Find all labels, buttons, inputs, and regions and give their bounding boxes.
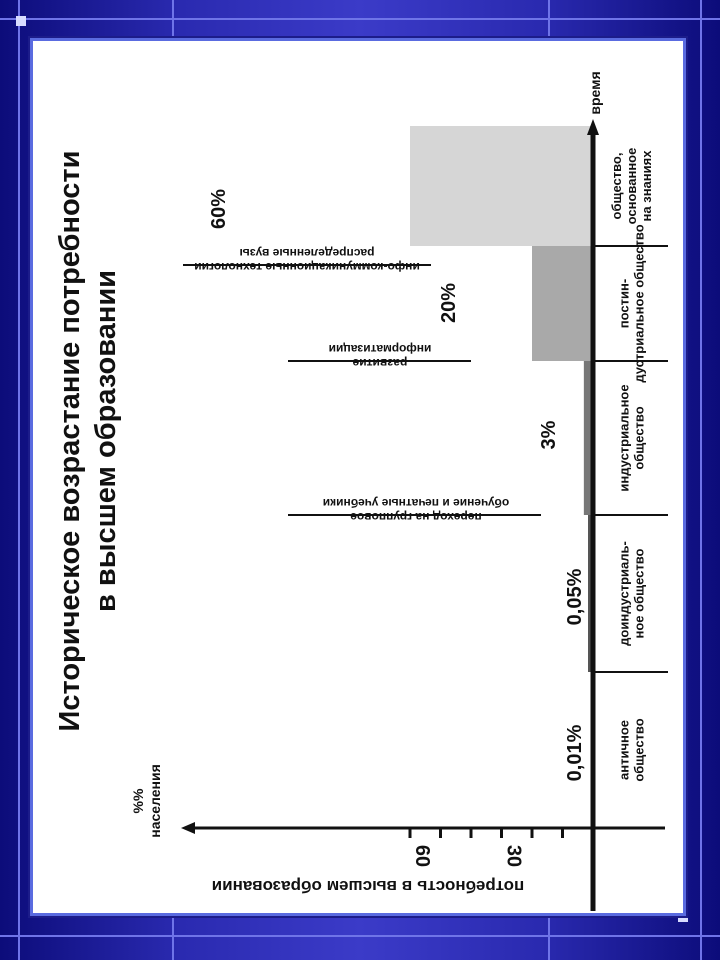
- category-label-1-line-2: общество: [631, 718, 647, 782]
- value-axis-unit-line-2: населения: [147, 764, 163, 838]
- frame-line-right: [700, 0, 702, 960]
- value-label-1: 0,01%: [564, 724, 586, 782]
- value-label-group-3: [538, 420, 560, 449]
- frame-line-left: [18, 0, 20, 960]
- time-axis-label: время: [587, 71, 603, 115]
- chart: [33, 41, 683, 913]
- annotation-text-1: [323, 496, 509, 524]
- chart-title-line2: в высшем образовании: [90, 269, 122, 613]
- value-label-group-1: [564, 724, 586, 781]
- annotation-1-line-2: обучение и печатные учебники: [322, 496, 510, 510]
- category-label-4: [617, 224, 647, 382]
- value-tick-label-30: 30: [502, 844, 525, 868]
- category-label-5-line-2: основанное: [624, 147, 639, 225]
- annotation-1-line-1: переход на групповое: [350, 510, 482, 524]
- chart-title-line1: Историческое возрастание потребности: [54, 150, 86, 732]
- category-label-2-line-1: доиндустриаль-: [616, 541, 632, 646]
- frame-line-top: [0, 18, 720, 20]
- value-axis-label: потребность в высшем образовании: [211, 877, 525, 896]
- annotation-text-3: [194, 246, 420, 274]
- value-label-3: 3%: [538, 420, 560, 450]
- slide-panel: [30, 38, 686, 916]
- annotation-text-2: [329, 342, 432, 370]
- title-group: [54, 151, 122, 732]
- value-axis-arrowhead: [181, 822, 195, 834]
- annotation-3-line-2: распределенные вузы: [239, 246, 375, 260]
- value-axis-label-group: [212, 877, 525, 896]
- category-label-2: [617, 541, 647, 646]
- value-label-group-5: [208, 189, 230, 229]
- category-label-1-line-1: античное: [616, 719, 632, 781]
- value-label-4: 20%: [438, 282, 460, 324]
- value-label-2: 0,05%: [564, 568, 586, 626]
- value-tick-label-group-60: [411, 845, 433, 867]
- annotation-2-line-2: информатизации: [328, 342, 432, 356]
- frame-line-v4: [548, 916, 550, 960]
- value-axis-unit-group: [130, 764, 163, 838]
- category-label-4-line-2: дустриальное общество: [631, 224, 647, 383]
- bar-4: [532, 246, 593, 361]
- value-tick-label-60: 60: [411, 844, 433, 868]
- category-label-5-line-1: общество,: [609, 152, 624, 220]
- category-label-3: [617, 384, 647, 491]
- value-tick-label-group-30: [503, 845, 525, 867]
- value-label-5: 60%: [208, 188, 230, 230]
- category-label-3-line-1: индустриальное: [616, 384, 632, 492]
- frame-corner-top-left: [16, 16, 26, 26]
- bar-5: [410, 126, 593, 246]
- category-label-4-line-1: постин-: [616, 278, 632, 329]
- annotation-3-line-1: инфо-коммуникационные технологии: [194, 260, 420, 274]
- category-label-5-line-3: на знаниях: [639, 150, 654, 222]
- category-label-5: [609, 148, 654, 225]
- frame-line-v1: [172, 0, 174, 38]
- category-label-2-line-2: ное общество: [631, 548, 647, 639]
- frame-line-bottom: [0, 935, 720, 937]
- time-axis-label-group: [587, 71, 603, 114]
- category-label-3-line-2: общество: [631, 406, 647, 470]
- value-label-group-2: [564, 568, 586, 625]
- frame-line-v2: [548, 0, 550, 38]
- category-label-1: [617, 718, 647, 781]
- frame-line-v3: [172, 916, 174, 960]
- value-axis-unit-line-1: %%: [130, 788, 146, 814]
- value-label-group-4: [438, 283, 460, 323]
- annotation-2-line-1: развитие: [352, 356, 408, 370]
